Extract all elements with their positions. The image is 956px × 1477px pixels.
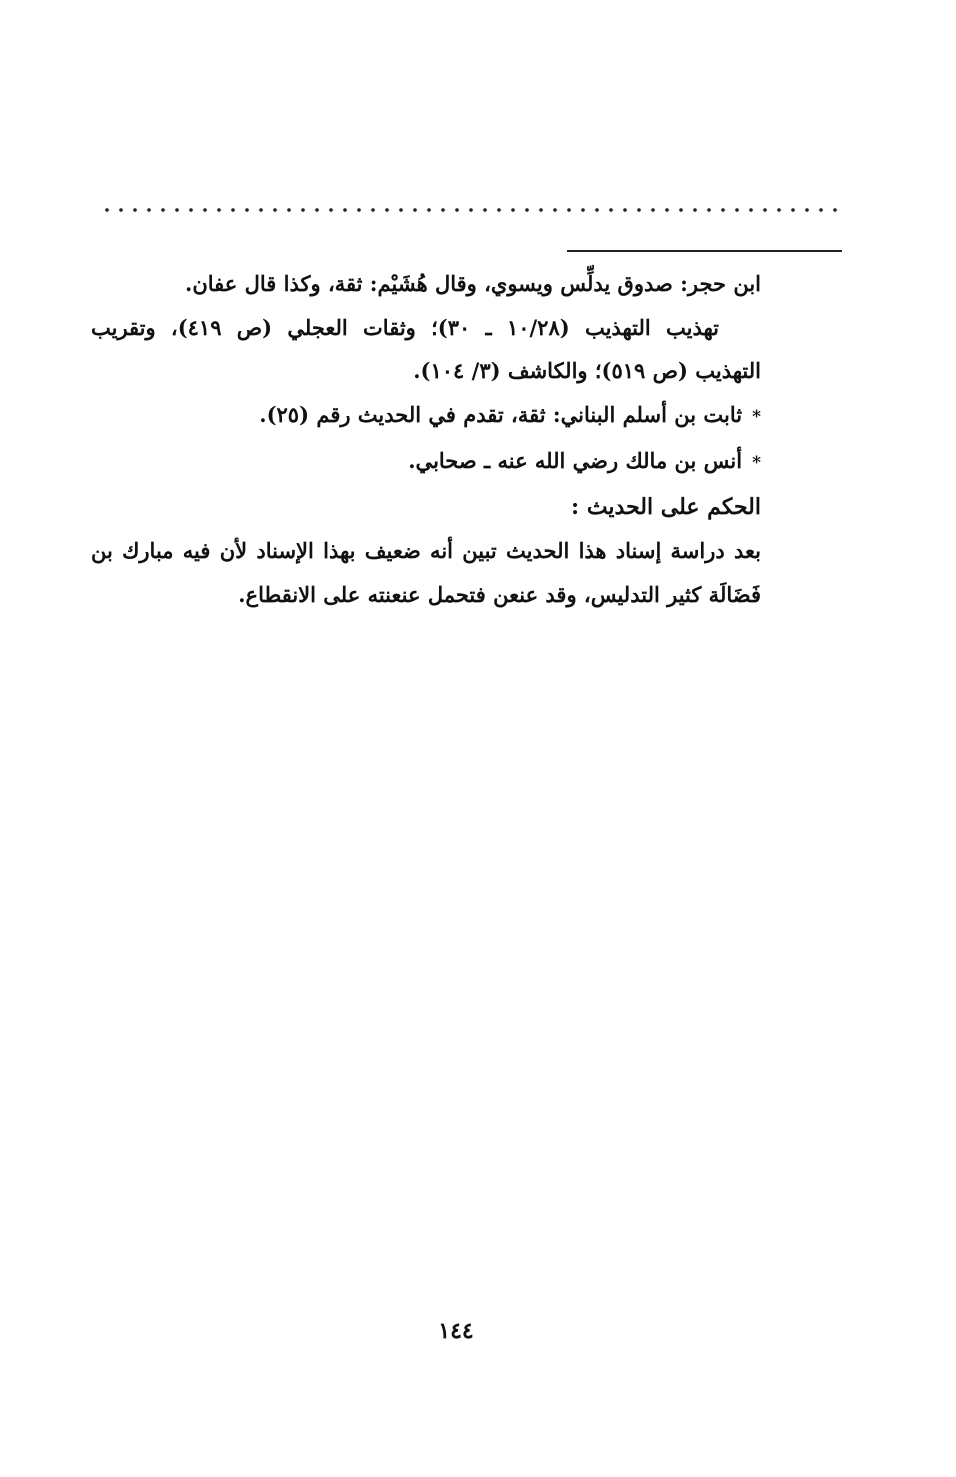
page-number: ١٤٤ [438, 1318, 474, 1344]
footnote-line-2: تهذيب التهذيب (١٠/٢٨ ـ ٣٠)؛ وثقات العجلي (ص ٤١٩)، وتقريب [91, 314, 719, 340]
verdict-heading: الحكم على الحديث : [571, 493, 761, 520]
bullet-star-icon: * [752, 453, 761, 473]
narrator-thabit-text: ثابت بن أسلم البناني: ثقة، تقدم في الحديث رقم (٢٥). [259, 401, 743, 427]
verdict-line-2: فَضَالَة كثير التدليس، وقد عنعن فتحمل عنعنته على الانقطاع. [238, 581, 761, 607]
dotted-separator [100, 207, 844, 213]
bullet-star-icon: * [752, 406, 761, 427]
verdict-line-1: بعد دراسة إسناد هذا الحديث تبين أنه ضعيف بهذا الإسناد لأن فيه مبارك بن [91, 538, 761, 563]
narrator-anas [91, 439, 761, 486]
footnote-line-1: ابن حجر: صدوق يدلِّس ويسوي، وقال هُشَيْم: ثقة، وكذا قال عفان. [185, 271, 761, 296]
footnote-rule [567, 250, 842, 252]
narrator-thabit [91, 393, 761, 440]
narrator-anas-text: أنس بن مالك رضي الله عنه ـ صحابي. [408, 448, 743, 473]
main-text [91, 262, 761, 616]
footnote-line-3: التهذيب (ص ٥١٩)؛ والكاشف (٣/ ١٠٤). [413, 358, 761, 383]
